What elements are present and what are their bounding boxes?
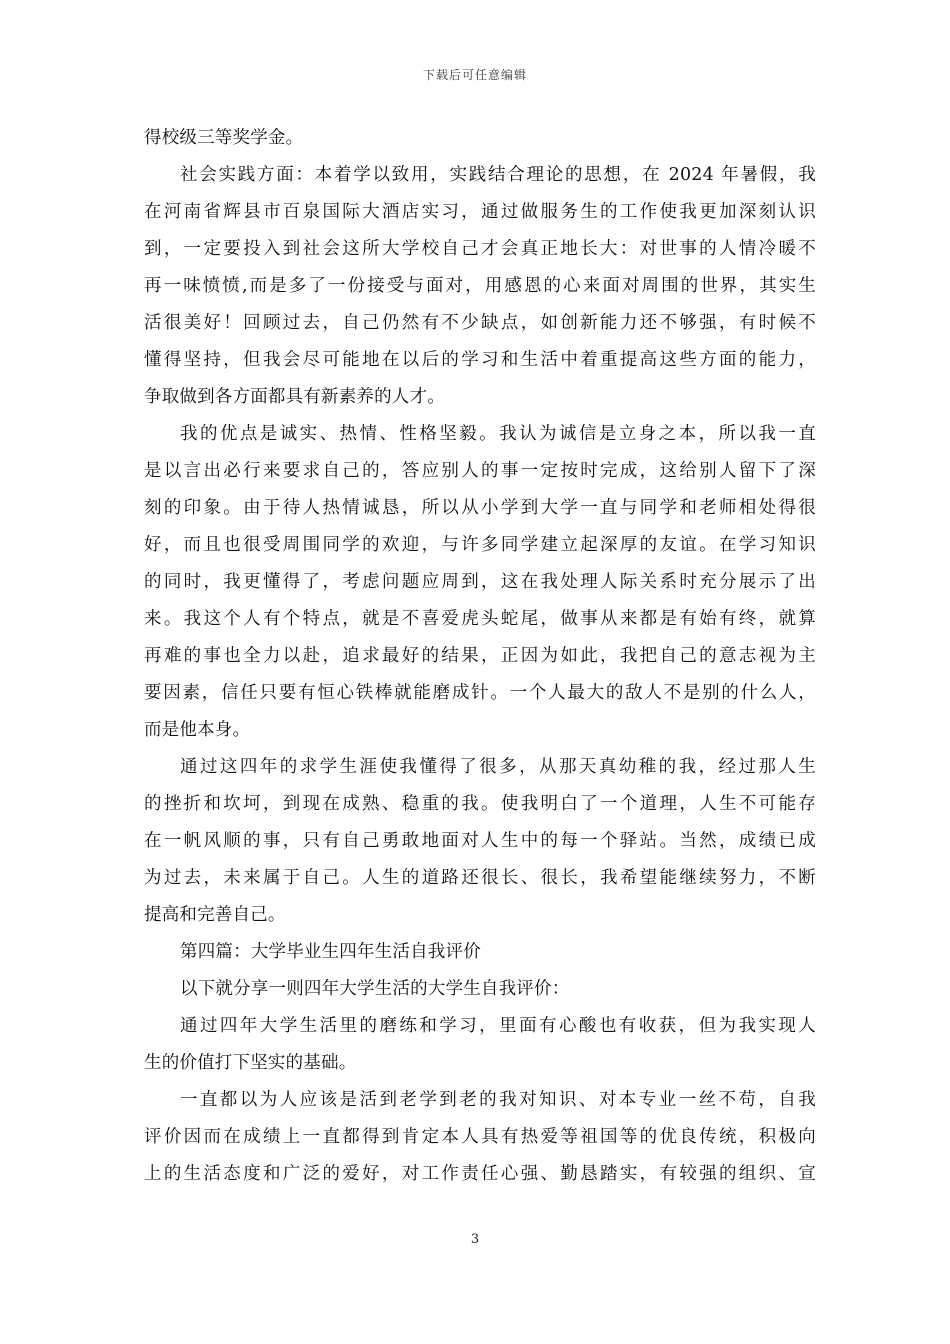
page-number: 3 [470, 1232, 480, 1247]
text-line: 为过去，未来属于自己。人生的道路还很长、很长，我希望能继续努力，不断 [144, 868, 816, 888]
text-line: 的同时，我更懂得了，考虑问题应周到，这在我处理人际关系时充分展示了出 [144, 572, 816, 592]
text-line: 到，一定要投入到社会这所大学校自己才会真正地长大：对世事的人情冷暖不 [144, 239, 816, 259]
text-line: 的挫折和坎坷，到现在成熟、稳重的我。使我明白了一个道理，人生不可能存 [144, 794, 816, 814]
text-line: 得校级三等奖学金。 [144, 128, 304, 148]
text-line: 生的价值打下坚实的基础。 [144, 1053, 357, 1073]
text-line: 懂得坚持，但我会尽可能地在以后的学习和生活中着重提高这些方面的能力， [144, 350, 816, 370]
text-line: 在一帆风顺的事，只有自己勇敢地面对人生中的每一个驿站。当然，成绩已成 [144, 831, 816, 851]
text-line: 在河南省辉县市百泉国际大酒店实习，通过做服务生的工作使我更加深刻认识 [144, 202, 816, 222]
text-line: 我的优点是诚实、热情、性格坚毅。我认为诚信是立身之本，所以我一直 [180, 424, 816, 444]
text-line: 提高和完善自己。 [144, 905, 286, 925]
text-line: 活很美好！回顾过去，自己仍然有不少缺点，如创新能力还不够强，有时候不 [144, 313, 816, 333]
text-line: 通过这四年的求学生涯使我懂得了很多，从那天真幼稚的我，经过那人生 [180, 757, 816, 777]
text-line: 上的生活态度和广泛的爱好，对工作责任心强、勤恳踏实，有较强的组织、宣 [144, 1164, 816, 1184]
text-line: 一直都以为人应该是活到老学到老的我对知识、对本专业一丝不苟，自我 [180, 1090, 816, 1110]
text-line: 好，而且也很受周围同学的欢迎，与许多同学建立起深厚的友谊。在学习知识 [144, 535, 816, 555]
document-body [144, 120, 816, 1193]
text-line: 再一味愤愤,而是多了一份接受与面对，用感恩的心来面对周围的世界，其实生 [144, 276, 816, 296]
text-line: 第四篇：大学毕业生四年生活自我评价 [180, 942, 481, 962]
text-line: 评价因而在成绩上一直都得到肯定本人具有热爱等祖国等的优良传统，积极向 [144, 1127, 816, 1147]
text-line: 要因素，信任只要有恒心铁棒就能磨成针。一个人最大的敌人不是别的什么人， [144, 683, 816, 703]
text-line: 来。我这个人有个特点，就是不喜爱虎头蛇尾，做事从来都是有始有终，就算 [144, 609, 816, 629]
text-line: 而是他本身。 [144, 720, 251, 740]
text-line: 刻的印象。由于待人热情诚恳，所以从小学到大学一直与同学和老师相处得很 [144, 498, 816, 518]
text-line: 争取做到各方面都具有新素养的人才。 [144, 387, 445, 407]
text-line: 以下就分享一则四年大学生活的大学生自我评价： [180, 979, 570, 999]
text-line: 再难的事也全力以赴，追求最好的结果，正因为如此，我把自己的意志视为主 [144, 646, 816, 666]
text-line: 通过四年大学生活里的磨练和学习，里面有心酸也有收获，但为我实现人 [180, 1016, 816, 1036]
text-line: 社会实践方面：本着学以致用，实践结合理论的思想，在 2024 年暑假，我 [180, 165, 816, 185]
page-header: 下载后可任意编辑 [422, 68, 527, 82]
text-line: 是以言出必行来要求自己的，答应别人的事一定按时完成，这给别人留下了深 [144, 461, 816, 481]
